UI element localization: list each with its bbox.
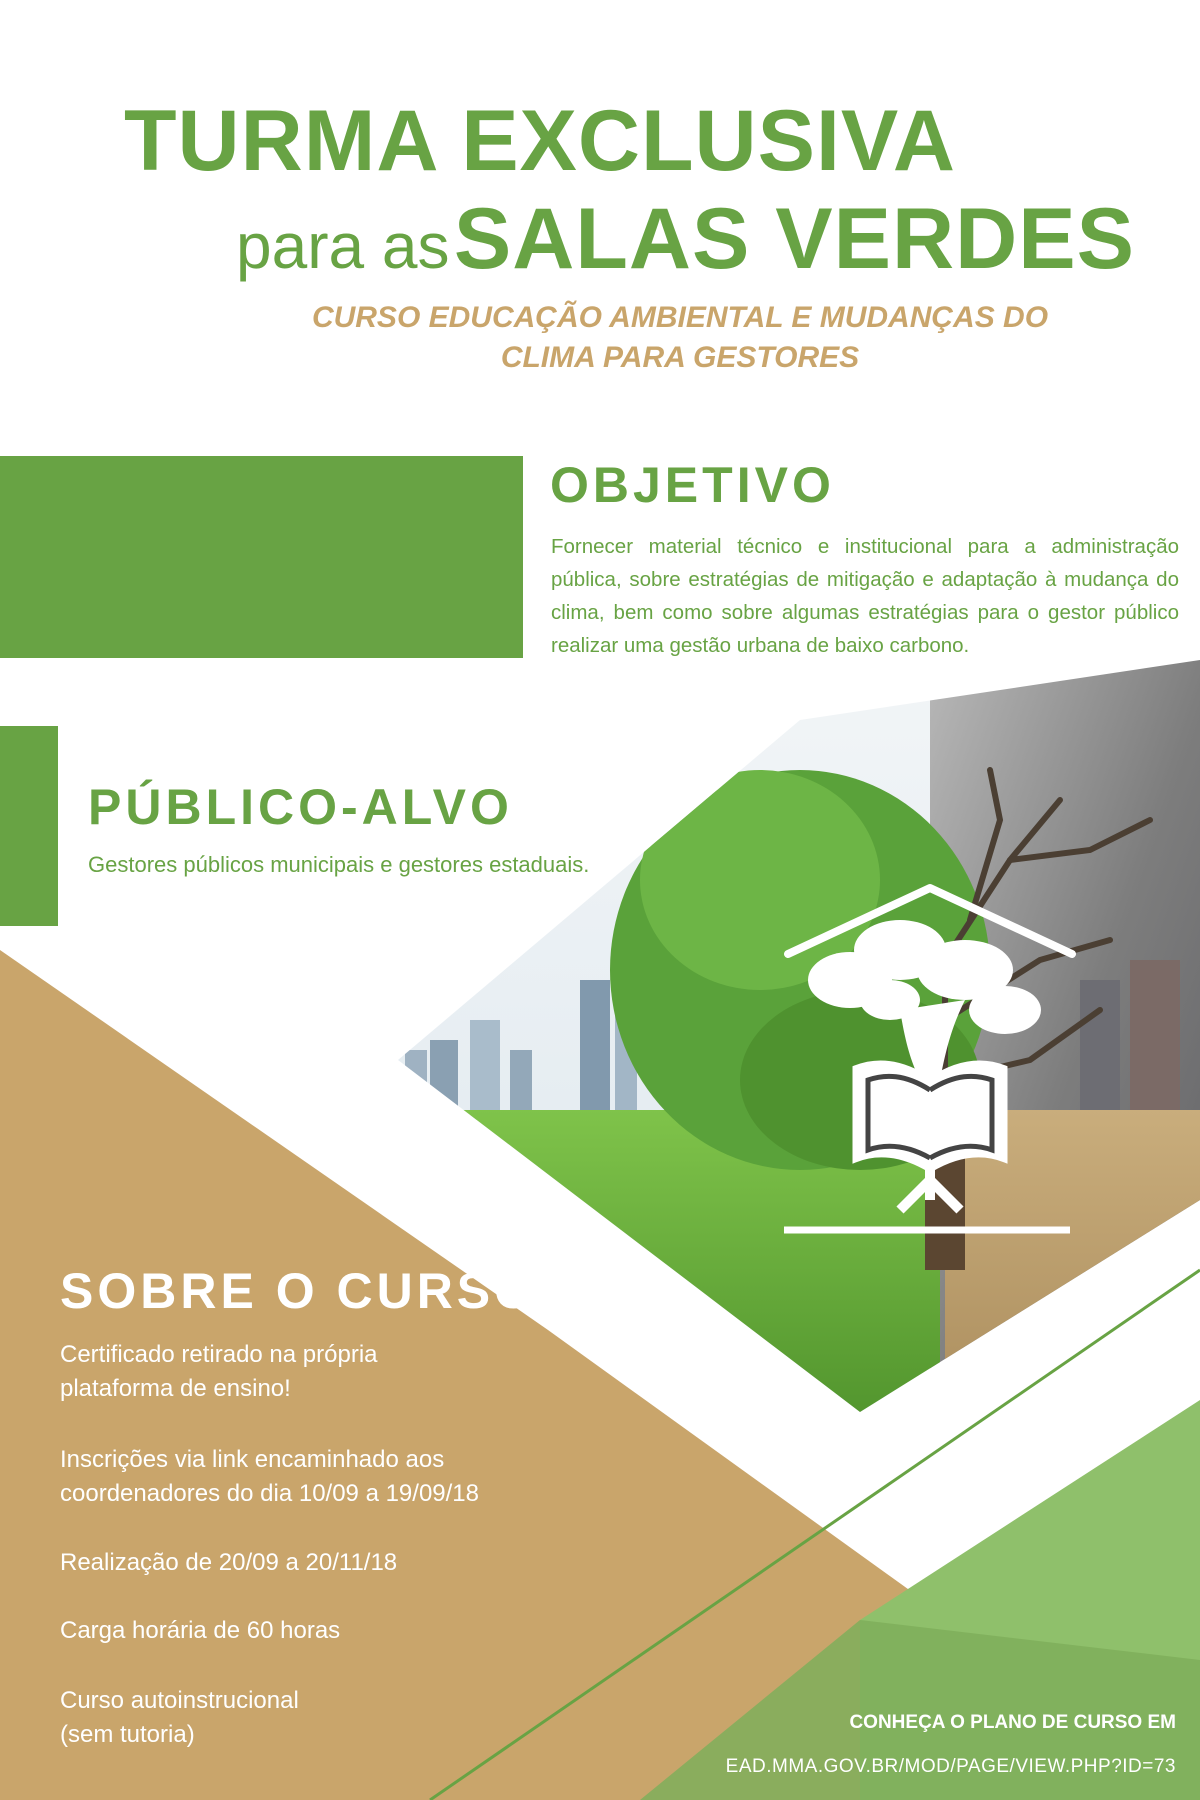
publico-title: PÚBLICO-ALVO bbox=[88, 779, 513, 835]
subtitle-line1: CURSO EDUCAÇÃO AMBIENTAL E MUDANÇAS DO bbox=[311, 301, 1049, 334]
main-title: TURMA EXCLUSIVA bbox=[124, 93, 956, 189]
title-connector: para as bbox=[236, 210, 450, 282]
sobre-item-line: (sem tutoria) bbox=[60, 1721, 195, 1748]
title-salas-verdes: SALAS VERDES bbox=[453, 191, 1135, 287]
sobre-item-line: Inscrições via link encaminhado aos bbox=[60, 1446, 445, 1473]
course-subtitle bbox=[280, 298, 1080, 378]
footer-link[interactable]: EAD.MMA.GOV.BR/MOD/PAGE/VIEW.PHP?ID=73 bbox=[725, 1756, 1176, 1777]
subtitle-line2: CLIMA PARA GESTORES bbox=[500, 341, 860, 374]
sobre-item-carga bbox=[60, 1614, 580, 1648]
objetivo-title: OBJETIVO bbox=[550, 457, 835, 513]
sobre-item-line: Carga horária de 60 horas bbox=[60, 1617, 341, 1644]
sobre-item-line: Curso autoinstrucional bbox=[60, 1687, 299, 1714]
sobre-item-line: Certificado retirado na própria bbox=[60, 1341, 378, 1368]
sobre-item-line: Realização de 20/09 a 20/11/18 bbox=[60, 1549, 398, 1576]
publico-green-bar bbox=[0, 726, 58, 926]
sobre-item-line: coordenadores do dia 10/09 a 19/09/18 bbox=[60, 1480, 480, 1507]
sobre-title: SOBRE O CURSO bbox=[60, 1263, 538, 1319]
sobre-item-inscricoes bbox=[60, 1443, 580, 1511]
footer-cta: CONHEÇA O PLANO DE CURSO EM bbox=[849, 1712, 1176, 1733]
sobre-item-autoinstrucional bbox=[60, 1684, 580, 1752]
objetivo-text: Fornecer material técnico e institucional para a administração pública, sobre estratégias de mitigação e adaptação à mudança do clima, bem como sobre algumas estratégias para o gestor público realizar uma gestão urbana de baixo carbono. bbox=[551, 535, 1179, 657]
sobre-item-certificado bbox=[60, 1338, 580, 1406]
tree-book-house-icon bbox=[780, 880, 1080, 1240]
objetivo-green-bar bbox=[0, 456, 523, 658]
sobre-item-realizacao bbox=[60, 1546, 580, 1580]
sobre-item-line: plataforma de ensino! bbox=[60, 1375, 291, 1402]
main-title-line2 bbox=[236, 190, 1196, 289]
publico-text: Gestores públicos municipais e gestores estaduais. bbox=[88, 852, 590, 877]
